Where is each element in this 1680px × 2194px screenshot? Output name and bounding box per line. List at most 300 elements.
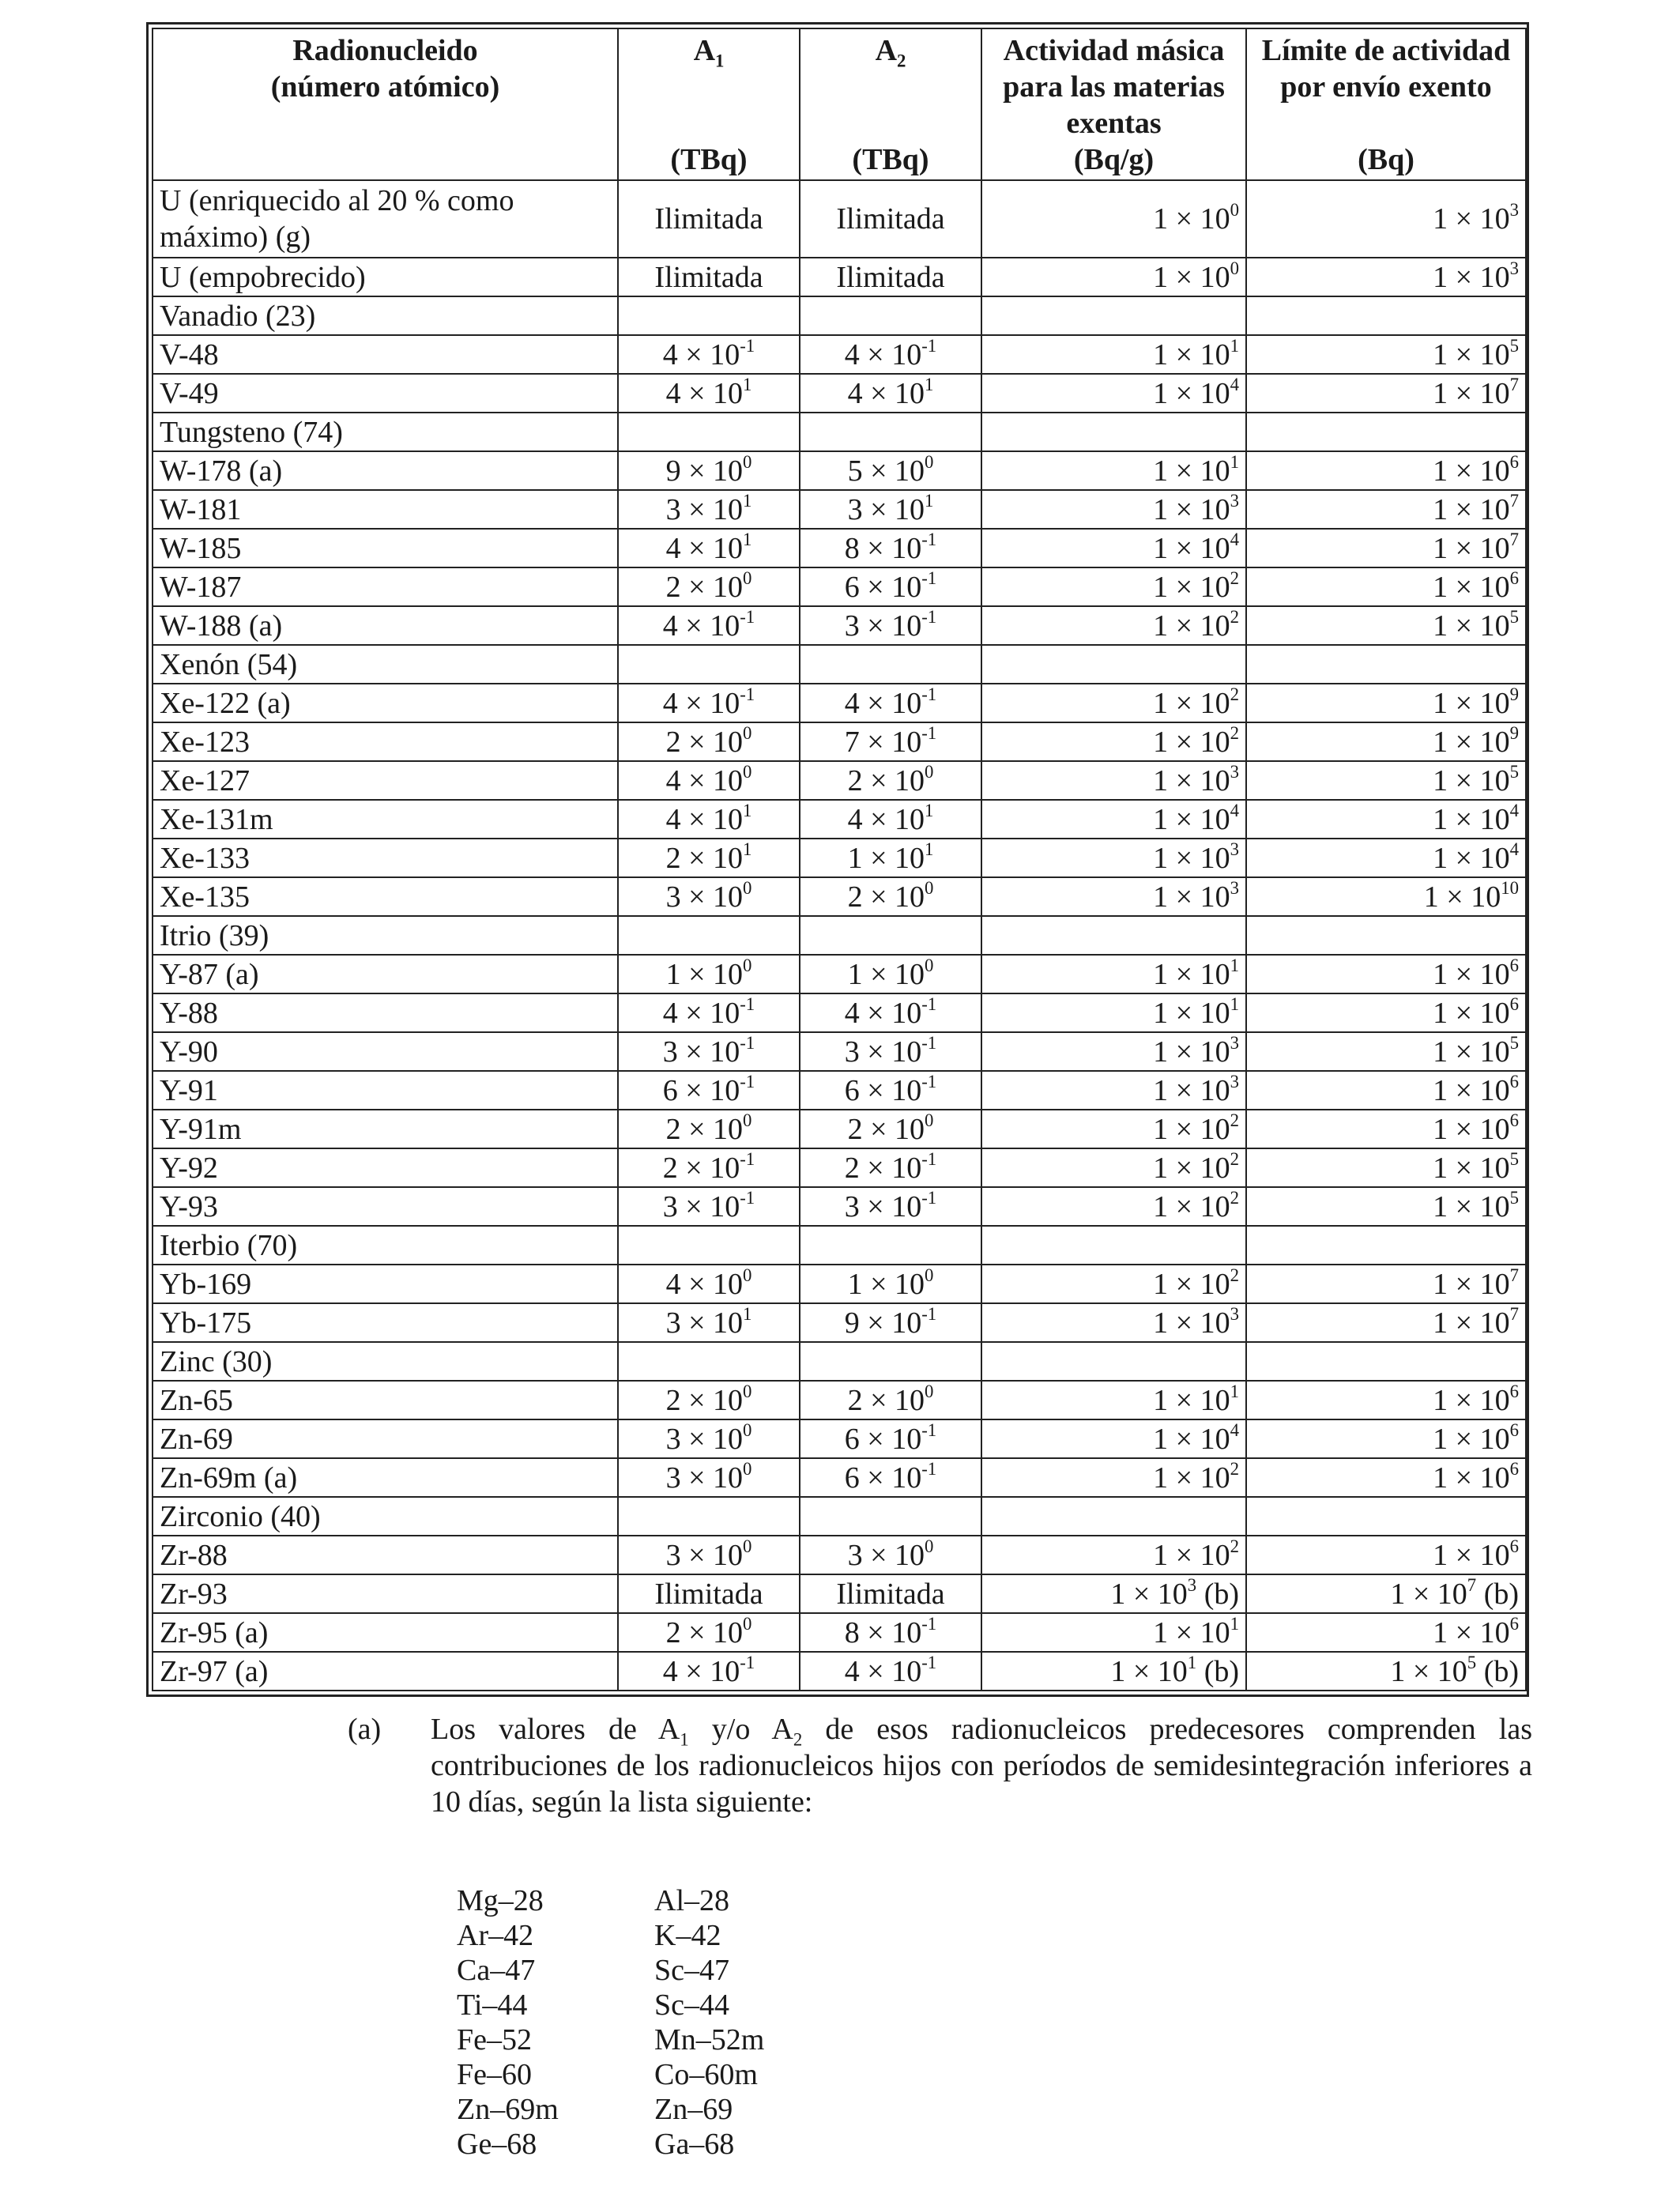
table-row	[153, 1265, 1526, 1303]
exponent: 0	[743, 1458, 752, 1479]
exponent: 0	[925, 955, 934, 975]
exponent: 1	[743, 529, 752, 549]
activity-limit-cell: $1 \times 10^5$	[1246, 761, 1526, 800]
table-row	[153, 296, 1526, 335]
exponent: 6	[1509, 1536, 1519, 1556]
activity-limit-cell: $1 \times 10^6$	[1246, 1419, 1526, 1458]
exponent: 3	[1230, 1071, 1239, 1091]
list-item	[457, 2057, 764, 2092]
table-row	[153, 1303, 1526, 1342]
radionuclide-cell: Iterbio (70)	[153, 1226, 618, 1265]
exponent: 5	[1509, 761, 1519, 782]
radionuclide-cell: Vanadio (23)	[153, 296, 618, 335]
parent-nuclide: Zn–69m	[457, 2093, 559, 2126]
table-row	[153, 722, 1526, 761]
daughter-nuclide: Zn–69	[654, 2093, 733, 2126]
exponent: 0	[743, 1613, 752, 1634]
a1-cell	[618, 1226, 800, 1265]
table-row	[153, 761, 1526, 800]
daughter-nuclide: Sc–47	[654, 1954, 729, 1987]
a2-cell	[800, 413, 981, 451]
exponent: 4	[1230, 800, 1239, 820]
exponent: -1	[921, 335, 937, 356]
a2-cell: $3 \times 10^1$	[800, 490, 981, 529]
a1-cell: $2 \times 10^0$	[618, 722, 800, 761]
table-row	[153, 1342, 1526, 1381]
activity-mass-cell: $1 \times 10^2$	[981, 684, 1246, 722]
activity-mass-cell: $1 \times 10^1$	[981, 1613, 1246, 1652]
exponent: 1	[925, 374, 934, 394]
exponent: -1	[921, 1419, 937, 1440]
exponent: 6	[1509, 955, 1519, 975]
table-row	[153, 1458, 1526, 1497]
exponent: 1	[1230, 1613, 1239, 1634]
exponent: 2	[1230, 567, 1239, 588]
table-row	[153, 413, 1526, 451]
activity-limit-cell: $1 \times 10^6$	[1246, 1458, 1526, 1497]
exponent: 0	[743, 1536, 752, 1556]
list-item	[457, 1988, 764, 2022]
table-row	[153, 1110, 1526, 1148]
radionuclide-cell: Y-93	[153, 1187, 618, 1226]
a1-cell: $4 \times 10^1$	[618, 374, 800, 413]
a2-cell: $6 \times 10^{-1}$	[800, 567, 981, 606]
activity-mass-cell: $1 \times 10^4$	[981, 529, 1246, 567]
exponent: 0	[743, 722, 752, 743]
activity-limit-cell: $1 \times 10^3$	[1246, 180, 1526, 258]
radionuclide-cell: W-188 (a)	[153, 606, 618, 645]
radionuclide-cell: W-178 (a)	[153, 451, 618, 490]
activity-limit-cell	[1246, 1226, 1526, 1265]
activity-limit-cell: $1 \times 10^6$	[1246, 993, 1526, 1032]
exponent: 1	[1230, 1381, 1239, 1401]
exponent: 5	[1467, 1652, 1477, 1672]
footnote-label: (a)	[348, 1713, 382, 1746]
a1-cell: $4 \times 10^1$	[618, 529, 800, 567]
a1-cell: $3 \times 10^0$	[618, 1419, 800, 1458]
exponent: 4	[1230, 1419, 1239, 1440]
a2-cell: $3 \times 10^{-1}$	[800, 1187, 981, 1226]
a1-cell	[618, 916, 800, 955]
a2-cell: $4 \times 10^{-1}$	[800, 684, 981, 722]
exponent: 1	[1187, 1652, 1197, 1672]
activity-limit-cell	[1246, 296, 1526, 335]
list-item	[457, 2127, 764, 2162]
a2-cell	[800, 1497, 981, 1536]
radionuclide-cell: Y-92	[153, 1148, 618, 1187]
activity-limit-cell: $1 \times 10^{10}$	[1246, 877, 1526, 916]
a2-cell: $7 \times 10^{-1}$	[800, 722, 981, 761]
header-radionuclide-line2: (número atómico)	[270, 70, 500, 104]
exponent: 4	[1509, 839, 1519, 859]
exponent: 0	[925, 1381, 934, 1401]
activity-limit-cell: $1 \times 10^6$	[1246, 1613, 1526, 1652]
exponent: 2	[1230, 1536, 1239, 1556]
exponent: 6	[1509, 1071, 1519, 1091]
activity-limit-cell: $1 \times 10^6$	[1246, 567, 1526, 606]
activity-mass-cell: $1 \times 10^2$	[981, 1265, 1246, 1303]
activity-limit-cell: $1 \times 10^6$	[1246, 1071, 1526, 1110]
radionuclide-table	[152, 28, 1527, 1691]
a2-cell: $6 \times 10^{-1}$	[800, 1071, 981, 1110]
a1-cell: $3 \times 10^1$	[618, 1303, 800, 1342]
list-item	[457, 1883, 764, 1918]
footnote-text-part1: Los valores de A	[431, 1713, 680, 1746]
exponent: -1	[921, 1187, 937, 1208]
activity-mass-cell: $1 \times 10^3$	[981, 761, 1246, 800]
exponent: 2	[1230, 1187, 1239, 1208]
activity-mass-cell: $1 \times 10^3$	[981, 490, 1246, 529]
activity-limit-cell: $1 \times 10^4$	[1246, 839, 1526, 877]
exponent: 3	[1230, 490, 1239, 511]
radionuclide-cell: Xe-127	[153, 761, 618, 800]
exponent: 1	[1230, 955, 1239, 975]
exponent: -1	[740, 1187, 755, 1208]
activity-limit-cell: $1 \times 10^5$ (b)	[1246, 1652, 1526, 1691]
table-row	[153, 800, 1526, 839]
table-body	[153, 180, 1526, 1691]
a2-cell: Ilimitada	[800, 1574, 981, 1613]
table-row	[153, 839, 1526, 877]
exponent: 0	[925, 761, 934, 782]
table-row	[153, 180, 1526, 258]
a1-cell: $4 \times 10^{-1}$	[618, 335, 800, 374]
exponent: 3	[1509, 258, 1519, 278]
exponent: 2	[1230, 1110, 1239, 1130]
exponent: -1	[740, 1148, 755, 1169]
radionuclide-cell: Y-87 (a)	[153, 955, 618, 993]
exponent: 0	[1230, 258, 1239, 278]
header-a2-sub: 2	[897, 51, 906, 71]
radionuclide-cell: Zr-97 (a)	[153, 1652, 618, 1691]
daughter-nuclide: Sc–44	[654, 1989, 729, 2022]
activity-limit-cell: $1 \times 10^6$	[1246, 451, 1526, 490]
exponent: -1	[921, 1652, 937, 1672]
exponent: 2	[1230, 606, 1239, 627]
exponent: -1	[921, 1613, 937, 1634]
footnote-sub2: 2	[793, 1729, 803, 1750]
radionuclide-cell: Y-88	[153, 993, 618, 1032]
header-activity-line2: para las materias	[1003, 70, 1225, 104]
table-row	[153, 374, 1526, 413]
exponent: 6	[1509, 1419, 1519, 1440]
activity-mass-cell: $1 \times 10^3$ (b)	[981, 1574, 1246, 1613]
activity-mass-cell: $1 \times 10^2$	[981, 1536, 1246, 1574]
a2-cell: $8 \times 10^{-1}$	[800, 529, 981, 567]
exponent: 3	[1187, 1574, 1197, 1595]
exponent: 10	[1501, 877, 1519, 898]
activity-limit-cell: $1 \times 10^6$	[1246, 1381, 1526, 1419]
exponent: 0	[743, 1265, 752, 1285]
a2-cell: $2 \times 10^0$	[800, 761, 981, 800]
header-a1-unit: (TBq)	[670, 143, 748, 176]
radionuclide-cell: Zinc (30)	[153, 1342, 618, 1381]
a1-cell: $2 \times 10^0$	[618, 1110, 800, 1148]
exponent: 3	[1509, 200, 1519, 221]
a1-cell: $2 \times 10^1$	[618, 839, 800, 877]
radionuclide-cell: Xe-133	[153, 839, 618, 877]
table-row	[153, 335, 1526, 374]
activity-limit-cell: $1 \times 10^7$	[1246, 1303, 1526, 1342]
exponent: 9	[1509, 684, 1519, 704]
exponent: 2	[1230, 1265, 1239, 1285]
exponent: 3	[1230, 761, 1239, 782]
a2-cell: $4 \times 10^{-1}$	[800, 335, 981, 374]
a1-cell: $2 \times 10^0$	[618, 1613, 800, 1652]
exponent: 0	[925, 1110, 934, 1130]
a1-cell: $4 \times 10^0$	[618, 761, 800, 800]
a1-cell: $3 \times 10^1$	[618, 490, 800, 529]
exponent: -1	[740, 606, 755, 627]
header-limit-unit: (Bq)	[1358, 143, 1414, 176]
exponent: 6	[1509, 993, 1519, 1014]
a1-cell	[618, 1497, 800, 1536]
activity-limit-cell	[1246, 916, 1526, 955]
table-row	[153, 1652, 1526, 1691]
exponent: 0	[743, 451, 752, 472]
exponent: 1	[743, 1303, 752, 1324]
a2-cell: $2 \times 10^{-1}$	[800, 1148, 981, 1187]
a1-cell: $4 \times 10^{-1}$	[618, 1652, 800, 1691]
activity-mass-cell: $1 \times 10^1$ (b)	[981, 1652, 1246, 1691]
exponent: 6	[1509, 1110, 1519, 1130]
exponent: 7	[1509, 374, 1519, 394]
radionuclide-cell: Xe-122 (a)	[153, 684, 618, 722]
exponent: 1	[925, 839, 934, 859]
exponent: 1	[925, 800, 934, 820]
a2-cell: $4 \times 10^{-1}$	[800, 1652, 981, 1691]
table-row	[153, 1613, 1526, 1652]
list-item	[457, 1953, 764, 1988]
exponent: 2	[1230, 722, 1239, 743]
activity-mass-cell: $1 \times 10^2$	[981, 1187, 1246, 1226]
exponent: -1	[921, 1032, 937, 1053]
activity-limit-cell: $1 \times 10^6$	[1246, 955, 1526, 993]
table-row	[153, 1497, 1526, 1536]
activity-mass-cell: $1 \times 10^1$	[981, 335, 1246, 374]
a1-cell	[618, 1342, 800, 1381]
a2-cell: $2 \times 10^0$	[800, 877, 981, 916]
activity-mass-cell: $1 \times 10^0$	[981, 258, 1246, 296]
activity-mass-cell	[981, 1497, 1246, 1536]
activity-mass-cell: $1 \times 10^3$	[981, 839, 1246, 877]
exponent: 2	[1230, 1148, 1239, 1169]
table-row	[153, 1381, 1526, 1419]
radionuclide-cell: U (enriquecido al 20 % como máximo) (g)	[153, 180, 618, 258]
header-activity-line3: exentas	[1066, 107, 1162, 140]
a1-cell: $3 \times 10^0$	[618, 877, 800, 916]
exponent: 1	[743, 374, 752, 394]
activity-limit-cell: $1 \times 10^5$	[1246, 335, 1526, 374]
exponent: 0	[1230, 200, 1239, 221]
a1-cell	[618, 645, 800, 684]
a1-cell: $1 \times 10^0$	[618, 955, 800, 993]
activity-limit-cell	[1246, 413, 1526, 451]
exponent: 6	[1509, 1458, 1519, 1479]
parent-nuclide: Fe–60	[457, 2058, 532, 2091]
exponent: 4	[1509, 800, 1519, 820]
exponent: 7	[1509, 1303, 1519, 1324]
exponent: 1	[743, 839, 752, 859]
activity-limit-cell: $1 \times 10^5$	[1246, 1187, 1526, 1226]
activity-mass-cell	[981, 1342, 1246, 1381]
daughter-nuclide: Al–28	[654, 1884, 729, 1917]
activity-mass-cell: $1 \times 10^1$	[981, 451, 1246, 490]
activity-limit-cell: $1 \times 10^7$ (b)	[1246, 1574, 1526, 1613]
activity-mass-cell	[981, 413, 1246, 451]
exponent: 3	[1230, 1303, 1239, 1324]
a2-cell: $4 \times 10^{-1}$	[800, 993, 981, 1032]
a1-cell: Ilimitada	[618, 258, 800, 296]
radionuclide-cell: Tungsteno (74)	[153, 413, 618, 451]
a1-cell: $3 \times 10^{-1}$	[618, 1187, 800, 1226]
table-row	[153, 1148, 1526, 1187]
exponent: 0	[925, 451, 934, 472]
radionuclide-cell: Y-90	[153, 1032, 618, 1071]
a2-cell: $4 \times 10^1$	[800, 800, 981, 839]
a1-cell	[618, 296, 800, 335]
exponent: -1	[921, 606, 937, 627]
table-row	[153, 877, 1526, 916]
a1-cell: $2 \times 10^{-1}$	[618, 1148, 800, 1187]
a2-cell	[800, 1342, 981, 1381]
header-activity-mass	[981, 28, 1246, 180]
a1-cell: $3 \times 10^0$	[618, 1536, 800, 1574]
activity-mass-cell: $1 \times 10^1$	[981, 955, 1246, 993]
a2-cell: $4 \times 10^1$	[800, 374, 981, 413]
parent-nuclide: Ge–68	[457, 2128, 537, 2161]
list-item	[457, 2092, 764, 2127]
header-limit-line1: Límite de actividad	[1261, 34, 1511, 67]
daughter-nuclide: Ga–68	[654, 2128, 735, 2161]
activity-limit-cell	[1246, 1497, 1526, 1536]
radionuclide-cell: Zn-69	[153, 1419, 618, 1458]
table-row	[153, 1226, 1526, 1265]
header-limit-line2: por envío exento	[1280, 70, 1492, 104]
table-header-row	[153, 28, 1526, 180]
exponent: 1	[743, 490, 752, 511]
exponent: -1	[921, 1148, 937, 1169]
table-row	[153, 1187, 1526, 1226]
activity-limit-cell: $1 \times 10^9$	[1246, 722, 1526, 761]
exponent: 4	[1230, 529, 1239, 549]
a2-cell: $8 \times 10^{-1}$	[800, 1613, 981, 1652]
table-row	[153, 258, 1526, 296]
activity-mass-cell: $1 \times 10^1$	[981, 993, 1246, 1032]
a2-cell	[800, 645, 981, 684]
a2-cell: $1 \times 10^1$	[800, 839, 981, 877]
footnote-text-part3: de esos radionucleicos predecesores comprenden las contribuciones de los radionucleicos hijos con períodos de semidesintegración inferiores a 10 días, según la lista siguiente:	[431, 1713, 1532, 1819]
a1-cell: $3 \times 10^{-1}$	[618, 1032, 800, 1071]
activity-limit-cell: $1 \times 10^9$	[1246, 684, 1526, 722]
exponent: 3	[1230, 839, 1239, 859]
exponent: -1	[921, 567, 937, 588]
exponent: 6	[1509, 1613, 1519, 1634]
activity-mass-cell: $1 \times 10^2$	[981, 1458, 1246, 1497]
daughter-nuclide: Mn–52m	[654, 2023, 765, 2056]
radionuclide-cell: V-48	[153, 335, 618, 374]
exponent: 3	[1230, 877, 1239, 898]
activity-limit-cell	[1246, 1342, 1526, 1381]
activity-mass-cell: $1 \times 10^4$	[981, 374, 1246, 413]
footnote-sub1: 1	[680, 1729, 689, 1750]
activity-limit-cell: $1 \times 10^7$	[1246, 490, 1526, 529]
a2-cell: $5 \times 10^0$	[800, 451, 981, 490]
table-row	[153, 993, 1526, 1032]
radionuclide-cell: Zr-95 (a)	[153, 1613, 618, 1652]
activity-mass-cell: $1 \times 10^3$	[981, 1303, 1246, 1342]
exponent: 0	[925, 877, 934, 898]
a2-cell	[800, 916, 981, 955]
activity-mass-cell: $1 \times 10^2$	[981, 606, 1246, 645]
exponent: -1	[740, 335, 755, 356]
radionuclide-cell: U (empobrecido)	[153, 258, 618, 296]
table-row	[153, 1032, 1526, 1071]
table-row	[153, 606, 1526, 645]
a1-cell	[618, 413, 800, 451]
activity-mass-cell: $1 \times 10^4$	[981, 800, 1246, 839]
radionuclide-cell: Xe-123	[153, 722, 618, 761]
radionuclide-cell: Xe-135	[153, 877, 618, 916]
radionuclide-cell: Yb-169	[153, 1265, 618, 1303]
activity-mass-cell: $1 \times 10^3$	[981, 1032, 1246, 1071]
activity-limit-cell: $1 \times 10^4$	[1246, 800, 1526, 839]
table-row	[153, 916, 1526, 955]
list-item	[457, 1918, 764, 1953]
activity-limit-cell: $1 \times 10^7$	[1246, 374, 1526, 413]
a1-cell: $6 \times 10^{-1}$	[618, 1071, 800, 1110]
header-activity-limit	[1246, 28, 1526, 180]
exponent: 6	[1509, 567, 1519, 588]
activity-mass-cell	[981, 1226, 1246, 1265]
header-a1-sub: 1	[715, 51, 725, 71]
radionuclide-cell: Zn-69m (a)	[153, 1458, 618, 1497]
header-a2-name: A	[875, 34, 898, 67]
header-activity-line1: Actividad másica	[1003, 34, 1225, 67]
exponent: 5	[1509, 1187, 1519, 1208]
radionuclide-cell: W-185	[153, 529, 618, 567]
activity-limit-cell: $1 \times 10^6$	[1246, 1536, 1526, 1574]
activity-limit-cell: $1 \times 10^6$	[1246, 1110, 1526, 1148]
list-item	[457, 2022, 764, 2057]
a1-cell: $4 \times 10^1$	[618, 800, 800, 839]
radionuclide-cell: Itrio (39)	[153, 916, 618, 955]
activity-mass-cell: $1 \times 10^4$	[981, 1419, 1246, 1458]
a2-cell: $2 \times 10^0$	[800, 1110, 981, 1148]
parent-daughter-list	[457, 1883, 764, 2162]
exponent: 0	[743, 1381, 752, 1401]
exponent: -1	[740, 993, 755, 1014]
radionuclide-cell: Xe-131m	[153, 800, 618, 839]
exponent: -1	[740, 1071, 755, 1091]
parent-nuclide: Ti–44	[457, 1989, 528, 2022]
exponent: -1	[921, 993, 937, 1014]
exponent: -1	[921, 722, 937, 743]
a1-cell: Ilimitada	[618, 180, 800, 258]
radionuclide-cell: Xenón (54)	[153, 645, 618, 684]
table-row	[153, 490, 1526, 529]
radionuclide-cell: Yb-175	[153, 1303, 618, 1342]
parent-nuclide: Fe–52	[457, 2023, 532, 2056]
a2-cell: $3 \times 10^{-1}$	[800, 1032, 981, 1071]
exponent: 5	[1509, 1148, 1519, 1169]
radionuclide-cell: W-187	[153, 567, 618, 606]
parent-nuclide: Mg–28	[457, 1884, 544, 1917]
activity-mass-cell	[981, 916, 1246, 955]
exponent: -1	[740, 1032, 755, 1053]
a2-cell: $1 \times 10^0$	[800, 1265, 981, 1303]
table-row	[153, 567, 1526, 606]
